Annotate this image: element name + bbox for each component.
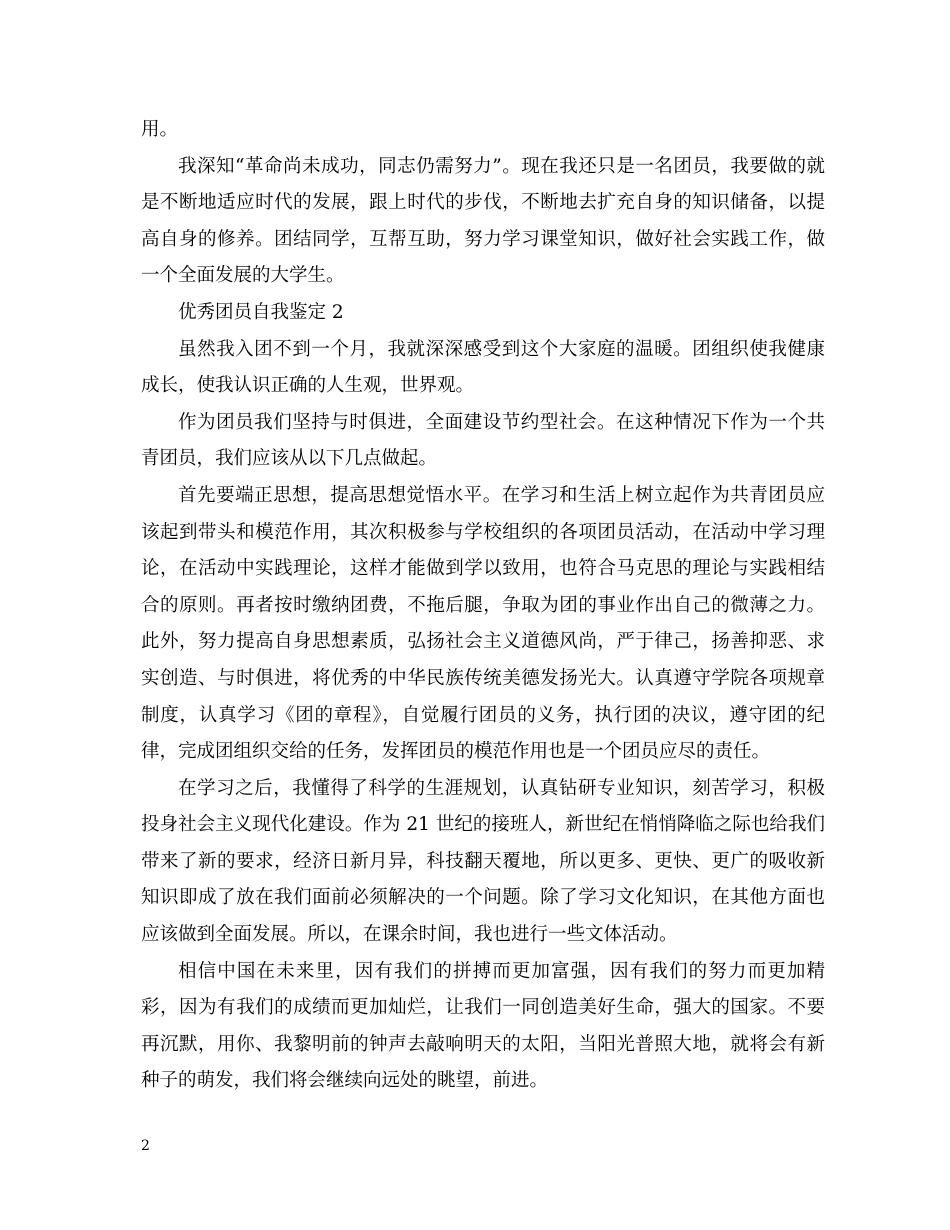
paragraph-resolve: 我深知“革命尚未成功，同志仍需努力”。现在我还只是一名团员，我要做的就是不断地适应时代的发展，跟上时代的步伐，不断地去扩充自身的知识储备，以提高自身的修养。团结同学，互帮互助，努力学习课堂知识，做好社会实践工作，做一个全面发展的大学生。 — [141, 155, 825, 287]
paragraph-joining: 虽然我入团不到一个月，我就深深感受到这个大家庭的温暖。团组织使我健康成长，使我认识正确的人生观，世界观。 — [141, 338, 825, 397]
paragraph-study: 在学习之后，我懂得了科学的生涯规划，认真钻研专业知识，刻苦学习，积极投身社会主义现代化建设。作为 21 世纪的接班人，新世纪在悄悄降临之际也给我们带来了新的要求，经济日新月异，科技翻天覆地，所以更多、更快、更广的吸收新知识即成了放在我们面前必须解决的一个问题。除了学习文化知识，在其他方面也应该做到全面发展。所以，在课余时间，我也进行一些文体活动。 — [141, 777, 825, 946]
document-body — [141, 112, 825, 1100]
continuation-text: 用。 — [141, 119, 179, 140]
paragraph-principles: 作为团员我们坚持与时俱进，全面建设节约型社会。在这种情况下作为一个共青团员，我们应该从以下几点做起。 — [141, 411, 825, 470]
page-number: 2 — [141, 1138, 150, 1154]
paragraph-future: 相信中国在未来里，因有我们的拼搏而更加富强，因有我们的努力而更加精彩，因为有我们的成绩而更加灿烂，让我们一同创造美好生命，强大的国家。不要再沉默，用你、我黎明前的钟声去敲响明天的太阳，当阳光普照大地，就将会有新种子的萌发，我们将会继续向远处的眺望，前进。 — [141, 960, 825, 1092]
section-title: 优秀团员自我鉴定 2 — [178, 301, 344, 323]
paragraph-ideology: 首先要端正思想，提高思想觉悟水平。在学习和生活上树立起作为共青团员应该起到带头和模范作用，其次积极参与学校组织的各项团员活动，在活动中学习理论，在活动中实践理论，这样才能做到学以致用，也符合马克思的理论与实践相结合的原则。再者按时缴纳团费，不拖后腿，争取为团的事业作出自己的微薄之力。此外，努力提高自身思想素质，弘扬社会主义道德风尚，严于律己，扬善抑恶、求实创造、与时俱进，将优秀的中华民族传统美德发扬光大。认真遵守学院各项规章制度，认真学习《团的章程》，自觉履行团员的义务，执行团的决议，遵守团的纪律，完成团组织交给的任务，发挥团员的模范作用也是一个团员应尽的责任。 — [141, 484, 825, 763]
